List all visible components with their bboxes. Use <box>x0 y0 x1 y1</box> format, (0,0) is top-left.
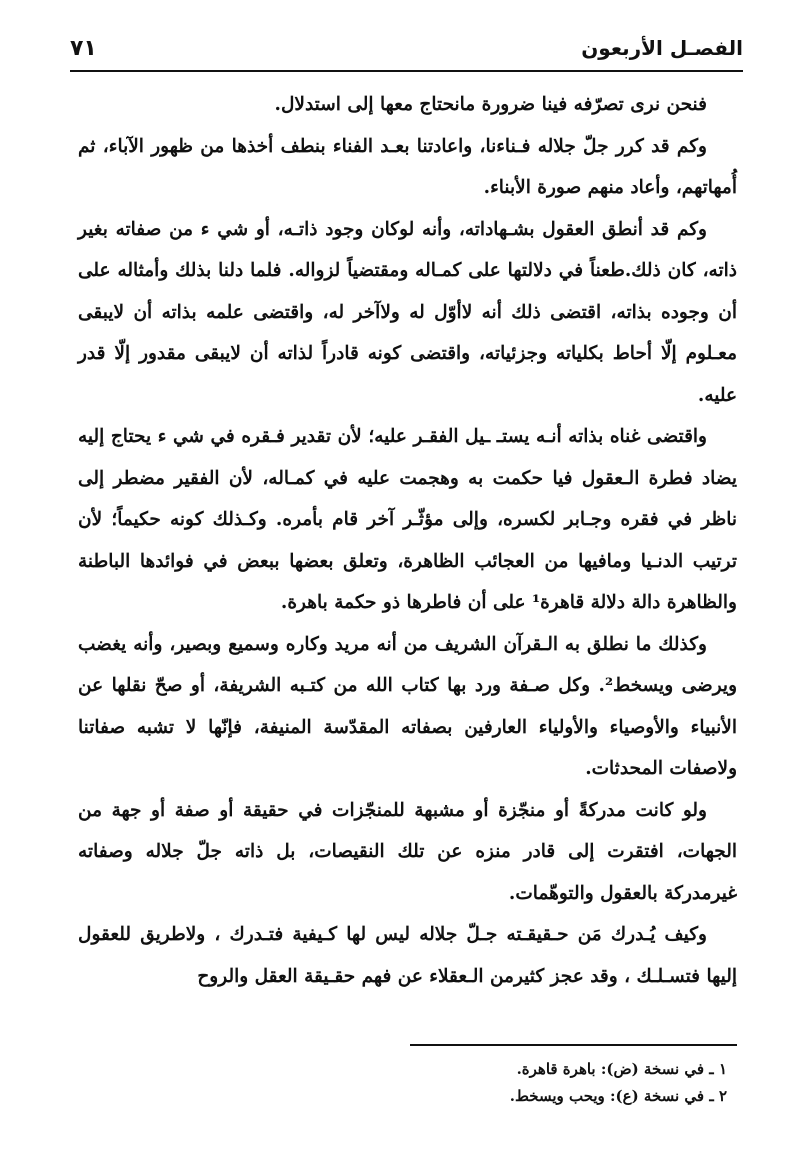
running-header <box>70 28 743 68</box>
main-text <box>78 84 737 997</box>
paragraph: وكم قد أنطق العقول بشـهاداته، وأنه لوكان وجود ذاتـه، أو شي ء من صفاته بغير ذاته، كان ذلك.طعناً في دلالتها على كمـاله ومقتضياً لزواله. فلما دلنا بذلك وأمثاله على أن وجوده بذاته، اقتضى ذلك أنه لاأوّل له ولاآخر له، واقتضى علمه بذاته أن لايبقى معـلوم إلّا أحاط بكلياته وجزئياته، واقتضى كونه قادراً لذاته أن لايبقى مقدور إلّا قدر عليه. <box>78 218 737 406</box>
footnote-divider <box>410 1044 737 1046</box>
footnote: ١ ـ في نسخة (ض): باهرة قاهرة. <box>516 1060 727 1078</box>
header-divider <box>70 70 743 72</box>
footnotes <box>90 1056 727 1110</box>
footnote: ٢ ـ في نسخة (ع): ويحب ويسخط. <box>509 1087 727 1105</box>
paragraph: وكم قد كرر جلّ جلاله فـناءنا، واعادتنا بعـد الفناء بنطف أخذها من ظهور الآباء، ثم أُمهاتهم، وأعاد منهم صورة الأبناء. <box>78 135 737 198</box>
chapter-title: الفصـل الأربعون <box>581 36 743 60</box>
page-number: ٧١ <box>70 35 97 61</box>
paragraph: فنحن نرى تصرّفه فينا ضرورة مانحتاج معها إلى استدلال. <box>274 94 707 115</box>
paragraph: وكيف يُـدرك مَن حـقيقـته جـلّ جلاله ليس لها كـيفية فتـدرك ، ولاطريق للعقول إليها فتسـلـك ، وقد عجز كثيرمن الـعقلاء عن فهم حقـيقة العقل والروح <box>78 924 737 987</box>
paragraph: وكذلك ما نطلق به الـقرآن الشريف من أنه مريد وكاره وسميع وبصير، وأنه يغضب ويرضى ويسخط². وكل صـفة ورد بها كتاب الله من كتـبه الشريفة، أو صحّ نقلها عن الأنبياء والأوصياء والأولياء العارفين بصفاته المقدّسة المنيفة، فإنّها لا تشبه صفاتنا ولاصفات المحدثات. <box>78 633 738 779</box>
paragraph: ولو كانت مدركةً أو منجّزة أو مشبهة للمنجّزات في حقيقة أو صفة أو جهة من الجهات، افتقرت إلى قادر منزه عن تلك النقيصات، بل ذاته جلّ جلاله وصفاته غيرمدركة بالعقول والتوهّمات. <box>78 799 737 904</box>
paragraph: واقتضى غناه بذاته أنـه يستـ ـيل الفقـر عليه؛ لأن تقدير فـقره في شي ء يحتاج إليه يضاد فطرة الـعقول فيا حكمت به وهجمت عليه في كمـاله، لأن الفقير مضطر إلى ناظر في فقره وجـابر لكسره، وإلى مؤثّـر آخر قام بأمره. وكـذلك كونه حكيماً؛ لأن ترتيب الدنـيا ومافيها من العجائب الظاهرة، وتعلق بعضها ببعض في فوائدها الباطنة والظاهرة دالة دلالة قاهرة¹ على أن فاطرها ذو حكمة باهرة. <box>78 426 737 613</box>
